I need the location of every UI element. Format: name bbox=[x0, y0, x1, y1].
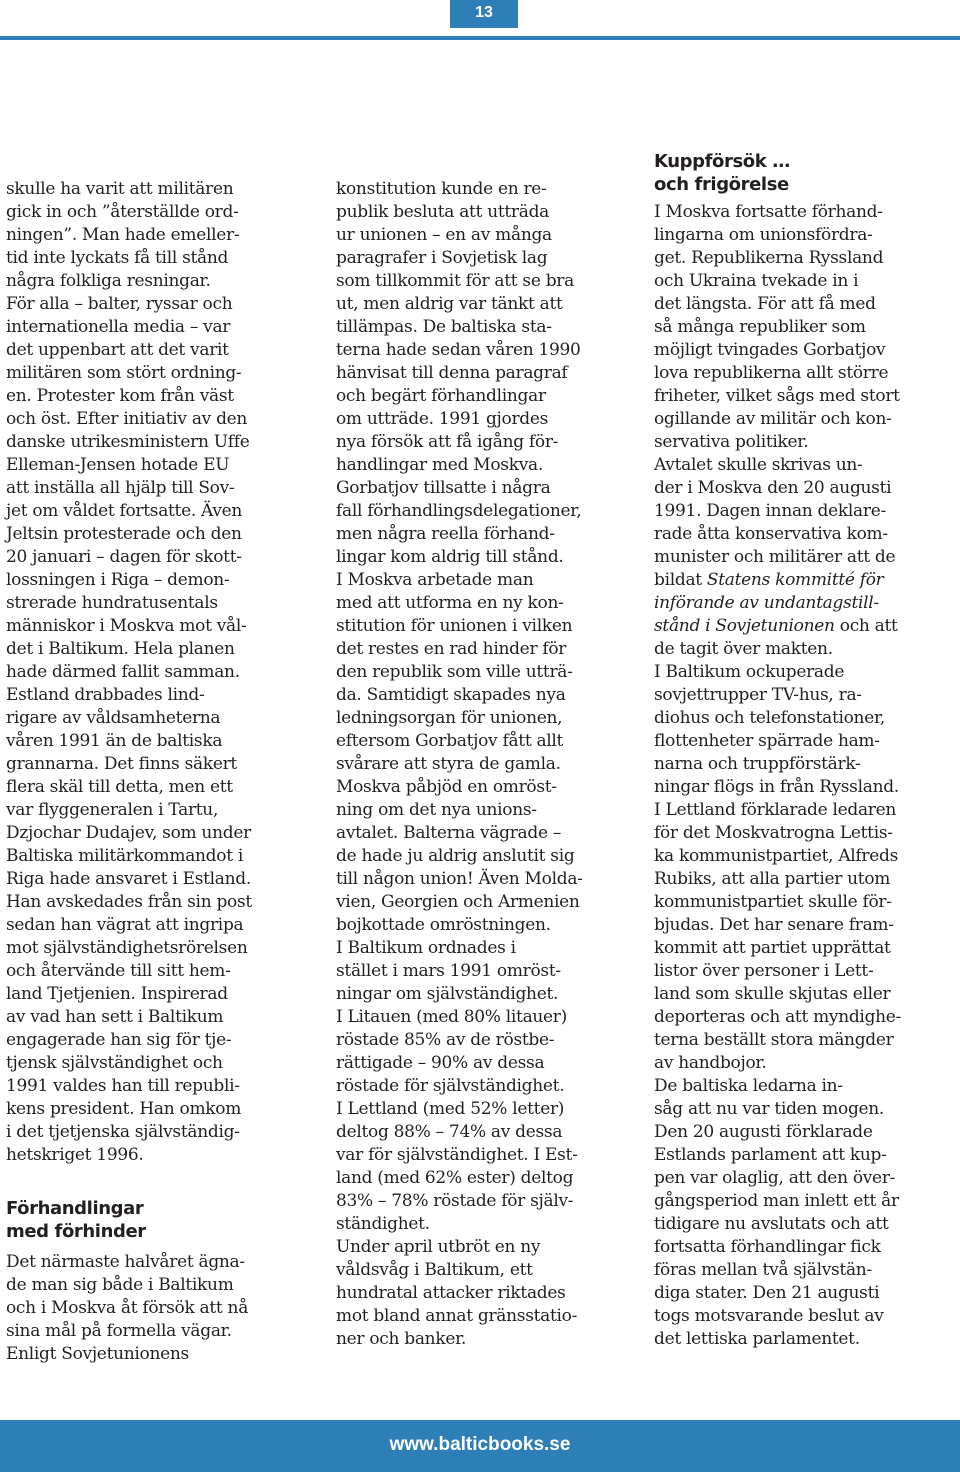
text-line: listor över personer i Lett- bbox=[654, 961, 874, 981]
text-line: narna och truppförstärk- bbox=[654, 754, 861, 774]
text-line: bojkottade omröstningen. bbox=[336, 915, 551, 935]
text-line: 1991. Dagen innan deklare- bbox=[654, 501, 886, 521]
text-line: I Lettland förklarade ledaren bbox=[654, 800, 897, 820]
text-line: det längsta. För att få med bbox=[654, 294, 876, 314]
text-line: ogillande av militär och kon- bbox=[654, 409, 892, 429]
text-line: flera skäl till detta, men ett bbox=[6, 777, 233, 797]
text-line: I Baltikum ordnades i bbox=[336, 938, 516, 958]
text-line: diga stater. Den 21 augusti bbox=[654, 1283, 880, 1303]
text-line: lingar kom aldrig till stånd. bbox=[336, 547, 564, 567]
footer-bar bbox=[0, 1420, 960, 1472]
column-1-body bbox=[6, 178, 296, 1167]
text-line: var för självständighet. I Est- bbox=[336, 1145, 578, 1165]
top-rule bbox=[0, 36, 960, 40]
text-line: tidigare nu avslutats och att bbox=[654, 1214, 889, 1234]
text-line: såg att nu var tiden mogen. bbox=[654, 1099, 885, 1119]
text-line: da. Samtidigt skapades nya bbox=[336, 685, 566, 705]
text-line: det restes en rad hinder för bbox=[336, 639, 567, 659]
text-line: var flyggeneralen i Tartu, bbox=[6, 800, 219, 820]
text-line: strerade hundratusentals bbox=[6, 593, 218, 613]
text-line: och öst. Efter initiativ av den bbox=[6, 409, 248, 429]
text-line: sovjettrupper TV-hus, ra- bbox=[654, 685, 862, 705]
text-line: publik besluta att utträda bbox=[336, 202, 550, 222]
section-heading-line: Kuppförsök … bbox=[654, 151, 790, 172]
text-line: lossningen i Riga – demon- bbox=[6, 570, 230, 590]
text-line: några folkliga resningar. bbox=[6, 271, 211, 291]
text-line: men några reella förhand- bbox=[336, 524, 555, 544]
text-line: Gorbatjov tillsatte i några bbox=[336, 478, 551, 498]
text-line: ledningsorgan för unionen, bbox=[336, 708, 563, 728]
text-line: den republik som ville utträ- bbox=[336, 662, 573, 682]
text-line: röstade 85% av de röstbe- bbox=[336, 1030, 555, 1050]
text-line: ning om det nya unions- bbox=[336, 800, 537, 820]
text-line: ur unionen – en av många bbox=[336, 225, 552, 245]
text-line: de man sig både i Baltikum bbox=[6, 1275, 234, 1295]
column-2-body bbox=[336, 178, 626, 1351]
text-line: till någon union! Även Molda- bbox=[336, 869, 583, 889]
text-line: Enligt Sovjetunionens bbox=[6, 1344, 189, 1364]
spacer bbox=[6, 1167, 296, 1197]
text-line: svårare att styra de gamla. bbox=[336, 754, 561, 774]
text-column-1 bbox=[6, 178, 296, 1366]
text-line: För alla – balter, ryssar och bbox=[6, 294, 233, 314]
text-line: om utträde. 1991 gjordes bbox=[336, 409, 549, 429]
text-line: med att utforma en ny kon- bbox=[336, 593, 564, 613]
text-line: jet om våldet fortsatte. Även bbox=[6, 501, 243, 521]
text-line: ka kommunistpartiet, Alfreds bbox=[654, 846, 899, 866]
text-line: engagerade han sig för tje- bbox=[6, 1030, 232, 1050]
text-line: ningar flögs in från Ryssland. bbox=[654, 777, 899, 797]
text-line: för det Moskvatrogna Lettis- bbox=[654, 823, 893, 843]
text-line: get. Republikerna Ryssland bbox=[654, 248, 884, 268]
text-line: deporteras och att myndighe- bbox=[654, 1007, 902, 1027]
text-line: lingarna om unionsfördra- bbox=[654, 225, 873, 245]
text-line: av handbojor. bbox=[654, 1053, 767, 1073]
text-line: I Baltikum ockuperade bbox=[654, 662, 845, 682]
text-line: och Ukraina tvekade in i bbox=[654, 271, 859, 291]
text-line: Estlands parlament att kup- bbox=[654, 1145, 887, 1165]
text-line: I Moskva fortsatte förhand- bbox=[654, 202, 883, 222]
text-line: och begärt förhandlingar bbox=[336, 386, 546, 406]
text-line: Dzjochar Dudajev, som under bbox=[6, 823, 251, 843]
text-line: konstitution kunde en re- bbox=[336, 179, 547, 199]
text-line: terna beställt stora mängder bbox=[654, 1030, 894, 1050]
text-line: der i Moskva den 20 augusti bbox=[654, 478, 892, 498]
column-1-body-after bbox=[6, 1251, 296, 1366]
text-line: militären som stört ordning- bbox=[6, 363, 242, 383]
text-line: flottenheter spärrade ham- bbox=[654, 731, 880, 751]
text-line: våldsvåg i Baltikum, ett bbox=[336, 1260, 533, 1280]
text-line: avtalet. Balterna vägrade – bbox=[336, 823, 562, 843]
text-line: det i Baltikum. Hela planen bbox=[6, 639, 235, 659]
text-line: Estland drabbades lind- bbox=[6, 685, 205, 705]
text-line: Det närmaste halvåret ägna- bbox=[6, 1252, 245, 1272]
text-line: hetskriget 1996. bbox=[6, 1145, 144, 1165]
text-line: servativa politiker. bbox=[654, 432, 809, 452]
text-line: stitution för unionen i vilken bbox=[336, 616, 573, 636]
text-line: vien, Georgien och Armenien bbox=[336, 892, 580, 912]
text-line: danske utrikesministern Uffe bbox=[6, 432, 250, 452]
text-line: terna hade sedan våren 1990 bbox=[336, 340, 581, 360]
text-line: stället i mars 1991 omröst- bbox=[336, 961, 561, 981]
text-line-mixed: stånd i Sovjetunionen och att bbox=[654, 616, 898, 636]
text-line: så många republiker som bbox=[654, 317, 866, 337]
text-line: internationella media – var bbox=[6, 317, 231, 337]
text-line: Baltiska militärkommandot i bbox=[6, 846, 243, 866]
text-line: land som skulle skjutas eller bbox=[654, 984, 891, 1004]
text-line: mot bland annat gränsstatio- bbox=[336, 1306, 578, 1326]
text-line: bjudas. Det har senare fram- bbox=[654, 915, 894, 935]
text-line: de tagit över makten. bbox=[654, 639, 833, 659]
text-line: sedan han vägrat att ingripa bbox=[6, 915, 244, 935]
text-line: diohus och telefonstationer, bbox=[654, 708, 886, 728]
text-line: hade därmed fallit samman. bbox=[6, 662, 240, 682]
text-line: I Lettland (med 52% letter) bbox=[336, 1099, 565, 1119]
text-line: gångsperiod man inlett ett år bbox=[654, 1191, 899, 1211]
text-line-mixed: bildat Statens kommitté för bbox=[654, 570, 884, 590]
text-line: 20 januari – dagen för skott- bbox=[6, 547, 242, 567]
section-heading-line: med förhinder bbox=[6, 1221, 146, 1242]
text-line: en. Protester kom från väst bbox=[6, 386, 234, 406]
text-line: hundratal attacker riktades bbox=[336, 1283, 566, 1303]
text-line: fall förhandlingsdelegationer, bbox=[336, 501, 582, 521]
text-line: kommunistpartiet skulle för- bbox=[654, 892, 892, 912]
text-line: nya försök att få igång för- bbox=[336, 432, 559, 452]
text-line: Under april utbröt en ny bbox=[336, 1237, 541, 1257]
text-line: 1991 valdes han till republi- bbox=[6, 1076, 240, 1096]
text-line: rättigade – 90% av dessa bbox=[336, 1053, 545, 1073]
text-line: att inställa all hjälp till Sov- bbox=[6, 478, 235, 498]
text-line: land Tjetjenien. Inspirerad bbox=[6, 984, 228, 1004]
text-line: fortsatta förhandlingar fick bbox=[654, 1237, 881, 1257]
text-line: togs motsvarande beslut av bbox=[654, 1306, 884, 1326]
text-line: kommit att partiet upprättat bbox=[654, 938, 891, 958]
text-line: i det tjetjenska självständig- bbox=[6, 1122, 240, 1142]
text-line: gick in och ”återställde ord- bbox=[6, 202, 239, 222]
text-line: och återvände till sitt hem- bbox=[6, 961, 231, 981]
text-line: Moskva påbjöd en omröst- bbox=[336, 777, 557, 797]
text-line: I Moskva arbetade man bbox=[336, 570, 534, 590]
text-line: människor i Moskva mot vål- bbox=[6, 616, 247, 636]
text-column-2 bbox=[336, 178, 626, 1351]
text-line: Rubiks, att alla partier utom bbox=[654, 869, 891, 889]
text-line: ningar om självständighet. bbox=[336, 984, 559, 1004]
text-line: munister och militärer att de bbox=[654, 547, 896, 567]
text-line: kens president. Han omkom bbox=[6, 1099, 242, 1119]
page-number-tab bbox=[450, 0, 518, 28]
text-line: ner och banker. bbox=[336, 1329, 467, 1349]
text-line: ut, men aldrig var tänkt att bbox=[336, 294, 563, 314]
text-line: handlingar med Moskva. bbox=[336, 455, 543, 475]
column-3-body-b bbox=[654, 638, 944, 1351]
text-column-3 bbox=[654, 150, 944, 1351]
text-line: skulle ha varit att militären bbox=[6, 179, 234, 199]
text-line: av vad han sett i Baltikum bbox=[6, 1007, 224, 1027]
text-line: paragrafer i Sovjetisk lag bbox=[336, 248, 548, 268]
text-line: rade åtta konservativa kom- bbox=[654, 524, 888, 544]
text-line: deltog 88% – 74% av dessa bbox=[336, 1122, 563, 1142]
text-line: och i Moskva åt försök att nå bbox=[6, 1298, 249, 1318]
text-line: Jeltsin protesterade och den bbox=[6, 524, 242, 544]
text-line: det lettiska parlamentet. bbox=[654, 1329, 860, 1349]
page-number: 13 bbox=[475, 4, 493, 21]
text-line: tillämpas. De baltiska sta- bbox=[336, 317, 552, 337]
text-line: pen var olaglig, att den över- bbox=[654, 1168, 896, 1188]
text-line: röstade för självständighet. bbox=[336, 1076, 565, 1096]
text-line: möjligt tvingades Gorbatjov bbox=[654, 340, 886, 360]
text-line: Riga hade ansvaret i Estland. bbox=[6, 869, 251, 889]
text-line: som tillkommit för att se bra bbox=[336, 271, 574, 291]
text-line: de hade ju aldrig anslutit sig bbox=[336, 846, 575, 866]
text-line-mixed: införande av undantagstill- bbox=[654, 593, 879, 613]
text-line: I Litauen (med 80% litauer) bbox=[336, 1007, 567, 1027]
text-line: sina mål på formella vägar. bbox=[6, 1321, 232, 1341]
text-line: Avtalet skulle skrivas un- bbox=[654, 455, 863, 475]
column-3-body-a bbox=[654, 201, 944, 569]
text-line: mot självständighetsrörelsen bbox=[6, 938, 248, 958]
text-line: Elleman-Jensen hotade EU bbox=[6, 455, 230, 475]
text-line: Den 20 augusti förklarade bbox=[654, 1122, 873, 1142]
text-line: ningen”. Man hade emeller- bbox=[6, 225, 240, 245]
text-line: tid inte lyckats få till stånd bbox=[6, 248, 229, 268]
text-line: rigare av våldsamheterna bbox=[6, 708, 221, 728]
text-line: våren 1991 än de baltiska bbox=[6, 731, 223, 751]
text-line: grannarna. Det finns säkert bbox=[6, 754, 237, 774]
text-line: Han avskedades från sin post bbox=[6, 892, 252, 912]
text-line: lova republikerna allt större bbox=[654, 363, 889, 383]
text-line: föras mellan två självstän- bbox=[654, 1260, 872, 1280]
text-line: det uppenbart att det varit bbox=[6, 340, 229, 360]
text-line: tjensk självständighet och bbox=[6, 1053, 223, 1073]
text-line: hänvisat till denna paragraf bbox=[336, 363, 568, 383]
text-line: 83% – 78% röstade för själv- bbox=[336, 1191, 574, 1211]
section-heading-line: Förhandlingar bbox=[6, 1198, 144, 1219]
text-line: eftersom Gorbatjov fått allt bbox=[336, 731, 564, 751]
text-line: friheter, vilket sågs med stort bbox=[654, 386, 900, 406]
footer-url[interactable]: www.balticbooks.se bbox=[389, 1434, 571, 1455]
text-line: ständighet. bbox=[336, 1214, 430, 1234]
text-line: land (med 62% ester) deltog bbox=[336, 1168, 574, 1188]
text-line: De baltiska ledarna in- bbox=[654, 1076, 843, 1096]
section-heading-line: och frigörelse bbox=[654, 174, 789, 195]
